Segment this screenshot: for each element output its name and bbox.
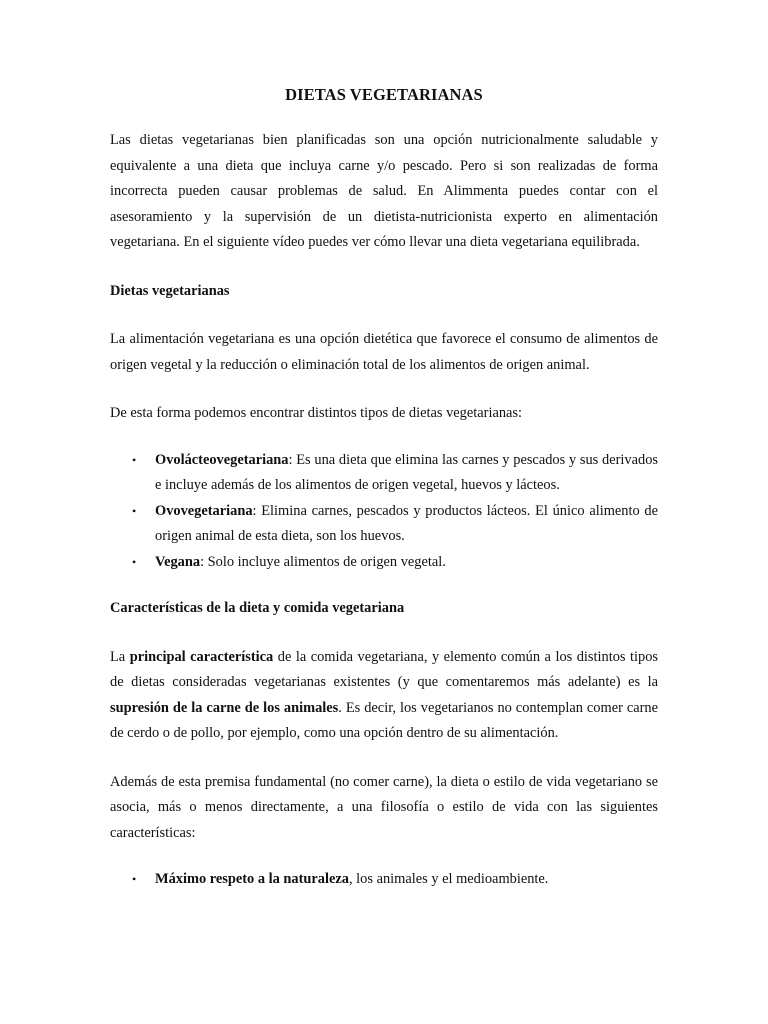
list-item-text: , los animales y el medioambiente. xyxy=(348,871,549,887)
diet-types-list xyxy=(110,448,658,576)
list-item-text: : Solo incluye alimentos de origen vegetal. xyxy=(200,553,446,570)
paragraph-text: . Es decir, los vegetarianos no contemplan comer carne de cerdo o de pollo, por ejemplo, como una opción dentro de su alimentación. xyxy=(110,699,658,741)
section-heading-caracteristicas: Características de la dieta y comida vegetariana xyxy=(110,600,405,616)
list-item xyxy=(110,867,658,893)
paragraph-text: La xyxy=(110,648,130,665)
list-item xyxy=(110,550,658,576)
list-item xyxy=(110,499,658,550)
bullet-icon: • xyxy=(132,554,137,569)
section1-paragraph1: La alimentación vegetariana es una opción dietética que favorece el consumo de alimentos de origen vegetal y la reducción o eliminación total de los alimentos de origen animal. xyxy=(110,331,658,373)
bullet-icon: • xyxy=(132,872,137,886)
list-item-text: : Elimina carnes, pescados y productos lácteos. El único alimento de origen animal de esta dieta, son los huevos. xyxy=(155,502,658,544)
list-item xyxy=(110,448,658,499)
document-title: DIETAS VEGETARIANAS xyxy=(285,85,483,104)
list-item-term: Vegana xyxy=(155,553,201,570)
document-body xyxy=(110,82,658,893)
bullet-icon: • xyxy=(132,452,137,467)
list-item-term: Máximo respeto a la naturaleza xyxy=(155,871,349,887)
section1-paragraph2: De esta forma podemos encontrar distintos tipos de dietas vegetarianas: xyxy=(110,405,523,421)
intro-paragraph: Las dietas vegetarianas bien planificadas son una opción nutricionalmente saludable y equivalente a una dieta que incluya carne y/o pescado. Pero si son realizadas de forma incorrecta pueden causar problemas de salud. En Alimmenta puedes contar con el asesoramiento y la supervisión de un dietista-nutricionista experto en alimentación vegetariana. En el siguiente vídeo puedes ver cómo llevar una dieta vegetariana equilibrada. xyxy=(110,132,658,250)
bullet-icon: • xyxy=(132,503,137,518)
paragraph-text: de la comida vegetariana, y elemento común a los distintos tipos de dietas consideradas vegetarianas existentes (y que comentaremos más adelante) es la xyxy=(110,648,658,690)
bold-phrase: supresión de la carne de los animales xyxy=(110,699,339,716)
section2-paragraph1 xyxy=(110,645,658,747)
list-item-term: Ovovegetariana xyxy=(155,502,253,519)
list-item-term: Ovolácteovegetariana xyxy=(155,451,289,468)
section-heading-dietas: Dietas vegetarianas xyxy=(110,282,230,299)
bold-phrase: principal característica xyxy=(129,648,274,665)
section2-paragraph2: Además de esta premisa fundamental (no comer carne), la dieta o estilo de vida vegetariano se asocia, más o menos directamente, a una filosofía o estilo de vida con las siguientes características: xyxy=(110,773,658,841)
list-item-text: : Es una dieta que elimina las carnes y pescados y sus derivados e incluye además de los alimentos de origen vegetal, huevos y lácteos. xyxy=(155,451,658,493)
traits-list xyxy=(110,867,658,893)
